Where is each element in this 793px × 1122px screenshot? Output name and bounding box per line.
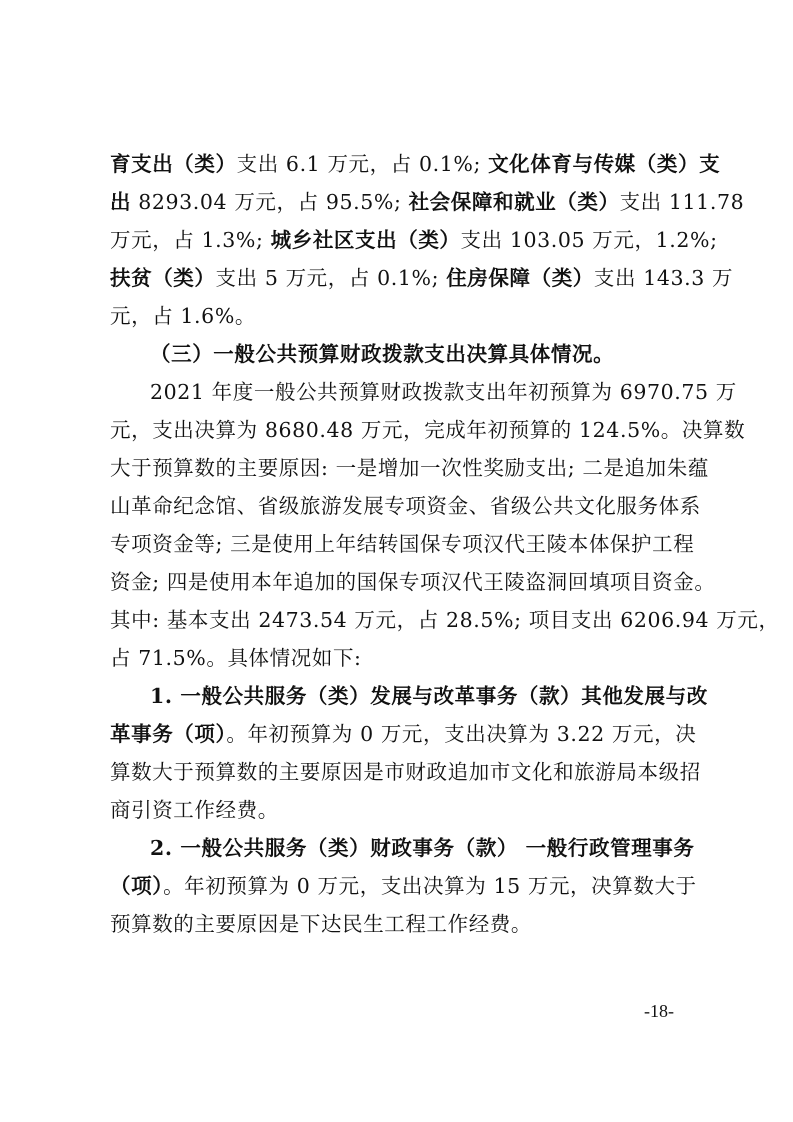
item-2-line: 预算数的主要原因是下达民生工程工作经费。: [110, 912, 532, 936]
bold-text: 住房保障（类）: [446, 266, 594, 290]
body-text: 8293.04 万元，占 95.5%;: [131, 190, 409, 214]
item-2-text: 。年初预算为 0 万元，支出决算为 15 万元，决算数大于: [163, 874, 697, 898]
page-number: -18-: [644, 1001, 674, 1021]
item-2-heading-line: [150, 834, 695, 862]
paragraph-line: 元，支出决算为 8680.48 万元，完成年初预算的 124.5%。决算数: [110, 418, 746, 442]
text-line-4: [110, 264, 734, 292]
body-text: 支出 143.3 万: [593, 266, 734, 290]
bold-text: 城乡社区支出（类）: [270, 228, 461, 252]
item-2-line: [110, 872, 695, 900]
item-1-heading-line: [150, 682, 708, 710]
body-text: 元，占 1.6%。: [110, 304, 256, 328]
item-2-heading-end: （项）: [110, 874, 164, 898]
text-line-2: [110, 188, 745, 216]
text-line-1: [110, 150, 721, 178]
body-text: 支出 5 万元，占 0.1%;: [215, 266, 447, 290]
text-line-5: [110, 302, 695, 330]
item-1-heading-end: 革事务（项）: [110, 722, 227, 746]
body-text: 支出 6.1 万元，占 0.1%;: [236, 152, 489, 176]
item-1-heading: 1. 一般公共服务（类）发展与改革事务（款）其他发展与改: [150, 684, 708, 708]
section-heading: [150, 340, 695, 368]
item-1-line: 商引资工作经费。: [110, 798, 279, 822]
paragraph-line: 大于预算数的主要原因: 一是增加一次性奖励支出; 二是追加朱蕴: [110, 456, 709, 480]
paragraph-line: 专项资金等; 三是使用上年结转国保专项汉代王陵本体保护工程: [110, 532, 695, 556]
paragraph-line: 山革命纪念馆、省级旅游发展专项资金、省级公共文化服务体系: [110, 494, 701, 518]
bold-text: 育支出（类）: [110, 152, 237, 176]
section-heading-text: （三）一般公共预算财政拨款支出决算具体情况。: [150, 342, 615, 366]
item-1-text: 。年初预算为 0 万元，支出决算为 3.22 万元，决: [226, 722, 697, 746]
body-text: 支出 111.78: [619, 190, 745, 214]
text-line-3: [110, 226, 718, 254]
bold-text: 出: [110, 190, 132, 214]
item-1-line: [110, 720, 695, 748]
paragraph-line: 2021 年度一般公共预算财政拨款支出年初预算为 6970.75 万: [150, 380, 737, 404]
item-1-line: 算数大于预算数的主要原因是市财政追加市文化和旅游局本级招: [110, 760, 701, 784]
paragraph-line: 占 71.5%。具体情况如下:: [110, 646, 362, 670]
paragraph-line: 资金; 四是使用本年追加的国保专项汉代王陵盗洞回填项目资金。: [110, 570, 716, 594]
body-text: 支出 103.05 万元，1.2%;: [460, 228, 718, 252]
paragraph-line: 其中: 基本支出 2473.54 万元，占 28.5%; 项目支出 6206.94 万元，: [110, 608, 780, 632]
body-text: 万元，占 1.3%;: [110, 228, 271, 252]
bold-text: 社会保障和就业（类）: [408, 190, 620, 214]
bold-text: 扶贫（类）: [110, 266, 216, 290]
bold-text: 文化体育与传媒（类）支: [488, 152, 721, 176]
item-2-heading: 2. 一般公共服务（类）财政事务（款） 一般行政管理事务: [150, 836, 695, 860]
